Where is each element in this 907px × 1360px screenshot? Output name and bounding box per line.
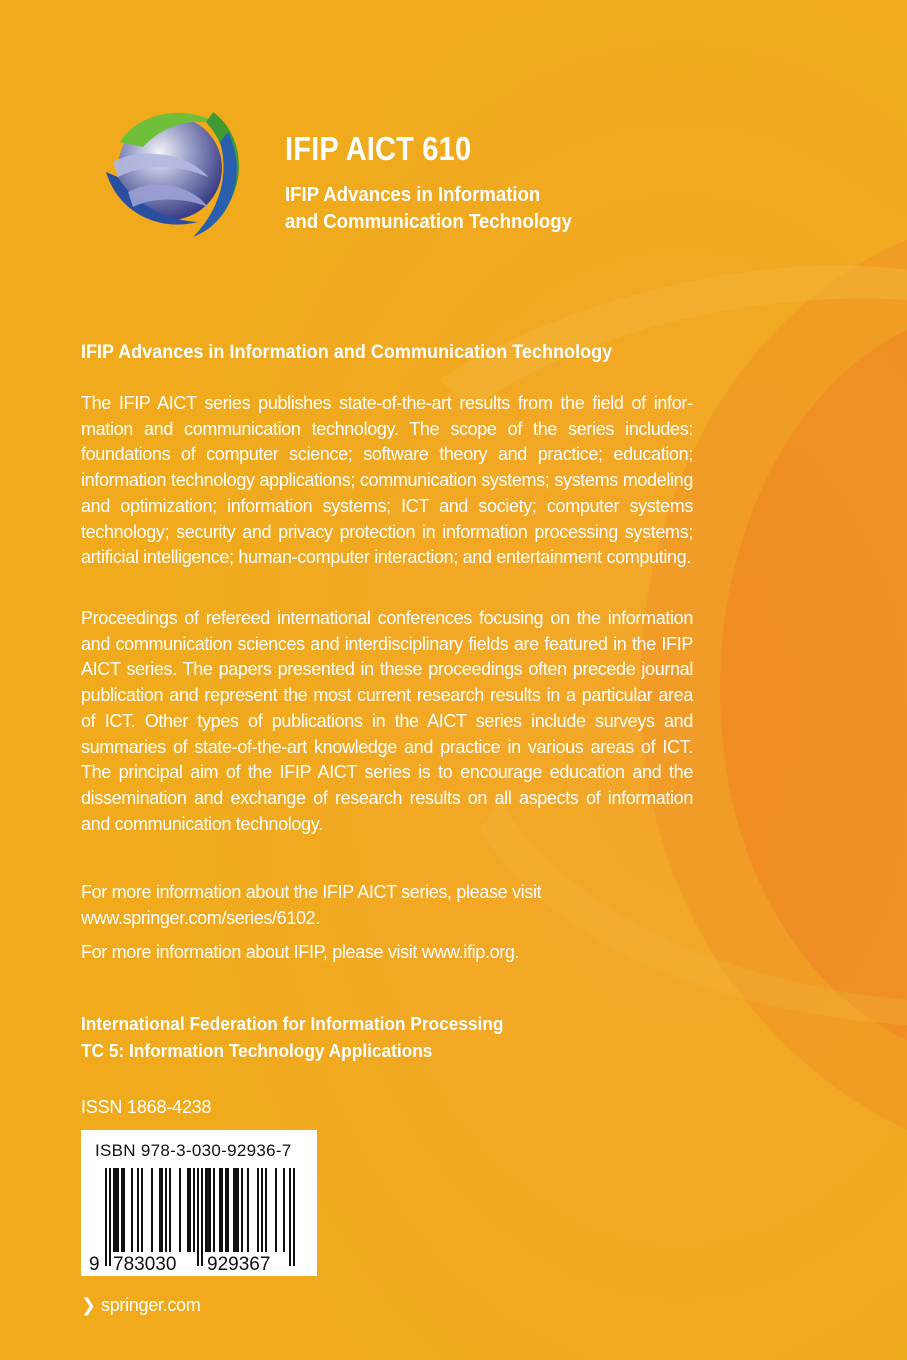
barcode-bar [187, 1168, 189, 1252]
barcode-bar [151, 1168, 153, 1252]
barcode-bar [289, 1168, 291, 1266]
barcode-bar [189, 1168, 191, 1252]
barcode-bar [235, 1168, 237, 1252]
barcode-bar [131, 1168, 133, 1252]
barcode-digit-first: 9 [89, 1254, 100, 1275]
barcode-bar [207, 1168, 209, 1252]
technical-committee: TC 5: Information Technology Applications [81, 1041, 433, 1061]
description-paragraph-1: The IFIP AICT series publishes state-of-the-art results from the field of information and communication technology. The scope of the series includes: foundations of computer science; software theory and practice; education; information technology applications; communication systems; systems modeling and optimization; information systems; ICT and society; computer systems technology; security and privacy protection in information processing systems; artificial intelligence; human-computer interaction; and entertainment computing. [81, 393, 693, 568]
series-title-line2: and Communication Technology [285, 211, 572, 233]
barcode-bar [141, 1168, 143, 1252]
barcode-bar [247, 1168, 249, 1252]
barcode-bar [179, 1168, 181, 1252]
series-title-line1: IFIP Advances in Information [285, 184, 541, 206]
barcode-bar [123, 1168, 125, 1252]
issn-number: ISSN 1868-4238 [81, 1097, 212, 1117]
barcode-bar [225, 1168, 227, 1252]
series-title [285, 182, 638, 236]
barcode-bar [169, 1168, 171, 1252]
barcode-bar [257, 1168, 259, 1252]
isbn-label: ISBN 978-3-030-92936-7 [95, 1141, 292, 1160]
barcode-bar [201, 1168, 203, 1266]
series-info-text: For more information about the IFIP AICT series, please visit www.springer.com/series/6102. [81, 882, 542, 928]
barcode-bar [293, 1168, 295, 1266]
barcode-bar [105, 1168, 107, 1266]
barcode-bar [197, 1168, 199, 1266]
barcode-bar [241, 1168, 243, 1252]
barcode-bar [159, 1168, 161, 1252]
section-heading: IFIP Advances in Information and Communication Technology [81, 342, 613, 363]
publisher-link[interactable] [81, 1293, 200, 1317]
barcode-bar [265, 1168, 267, 1252]
isbn-barcode [81, 1130, 317, 1276]
barcode-bar [227, 1168, 229, 1252]
barcode-bar [213, 1168, 215, 1252]
barcode-bar [113, 1168, 115, 1252]
barcode-bar [165, 1168, 167, 1252]
barcode-bars [81, 1130, 317, 1276]
globe-swirl-logo [98, 92, 248, 242]
barcode-digits-right: 929367 [207, 1254, 271, 1275]
barcode-bar [275, 1168, 277, 1252]
organization-block [81, 1011, 753, 1065]
description-paragraph-2: Proceedings of refereed international conferences focusing on the information and communication sciences and interdisciplinary fields are featured in the IFIP AICT series. The papers presented in these proceedings often precede journal publication and represent the most current research results in a particular area of ICT. Other types of publications in the AICT series include surveys and summaries of state-of-the-art knowledge and practice in various areas of ICT. The principal aim of the IFIP AICT series is to encourage education and the dissemination and exchange of research results on all aspects of information and communication technology. [81, 608, 693, 834]
barcode-bar [115, 1168, 117, 1252]
barcode-bar [161, 1168, 163, 1252]
barcode-bar [233, 1168, 235, 1252]
barcode-bar [193, 1168, 195, 1252]
barcode-bar [219, 1168, 221, 1252]
barcode-bar [109, 1168, 111, 1266]
barcode-bar [237, 1168, 239, 1252]
barcode-bar [121, 1168, 123, 1252]
barcode-bar [117, 1168, 119, 1252]
publisher-name: springer.com [101, 1295, 201, 1315]
barcode-digits-left: 783030 [113, 1254, 177, 1275]
barcode-bar [205, 1168, 207, 1252]
barcode-bar [261, 1168, 263, 1252]
chevron-right-icon: ❯ [81, 1295, 96, 1315]
barcode-bar [137, 1168, 139, 1252]
organization-name: International Federation for Information Processing [81, 1014, 504, 1034]
ifip-info-text: For more information about IFIP, please visit www.ifip.org. [81, 942, 520, 962]
barcode-bar [221, 1168, 223, 1252]
barcode-bar [283, 1168, 285, 1252]
barcode-bar [209, 1168, 211, 1252]
series-code: IFIP AICT 610 [285, 130, 472, 167]
